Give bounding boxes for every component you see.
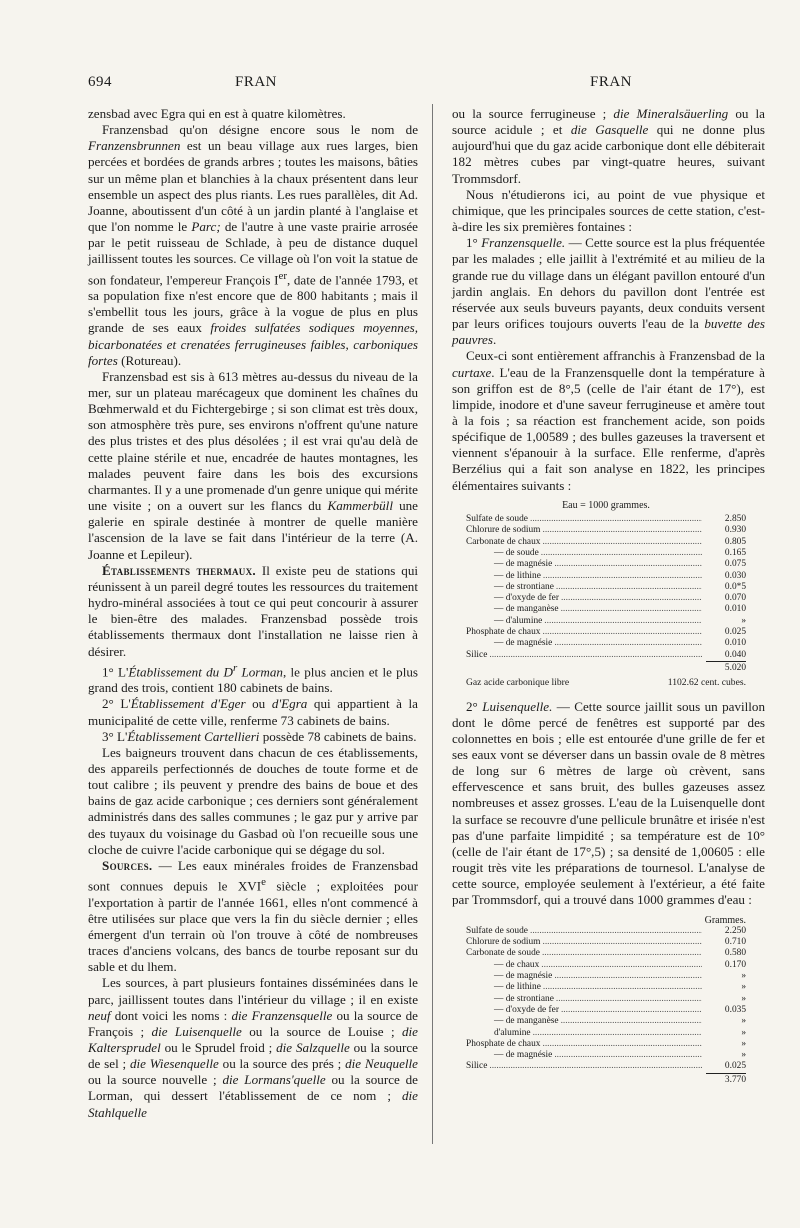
table-row bbox=[466, 1039, 746, 1050]
table-row bbox=[466, 994, 746, 1005]
table-row bbox=[466, 514, 746, 525]
substance-value: 0.010 bbox=[724, 604, 746, 615]
substance-name: — de lithine bbox=[494, 982, 541, 993]
running-head-right: FRAN bbox=[590, 74, 633, 90]
substance-value: » bbox=[741, 615, 746, 626]
leader-dots bbox=[542, 537, 702, 548]
substance-value: 0.035 bbox=[724, 1004, 746, 1015]
right-column bbox=[452, 106, 765, 1090]
analysis-table-franzensquelle bbox=[466, 500, 746, 689]
leader-dots bbox=[533, 1028, 702, 1039]
leader-dots bbox=[543, 571, 702, 582]
paragraph: Ceux-ci sont entièrement affranchis à Franzensbad de la curtaxe. L'eau de la Franzensquelle dont la température à son griffon est de 8°,5 (celle de l'air étant de 17°), est limpide, inodore et d'une saveur ferrugineuse et amère tout à la fois ; sa réaction est franchement acide, son poids spécifique de 1,00589 ; des bulles gazeuses la traversent et viennent s'épanouir à la surface. Elle renferme, d'après Berzélius qui a fait son analyse en 1822, les principes élémentaires suivants : bbox=[452, 348, 765, 493]
substance-name: — de strontiane bbox=[494, 993, 554, 1004]
substance-name: Chlorure de sodium bbox=[466, 525, 541, 536]
leader-dots bbox=[530, 514, 702, 525]
table-total: 5.020 bbox=[466, 661, 746, 674]
table-row bbox=[466, 1050, 746, 1061]
leader-dots bbox=[542, 937, 702, 948]
paragraph: 1° Franzensquelle. — Cette source est la plus fréquentée par les malades ; elle jaillit à l'extrémité et au milieu de la grande rue du village dans un élégant pavillon entouré d'un jardin anglais. En dehors du pavillon dont l'entrée est réservée aux seuls buveurs payants, deux conduits versent par leurs orifices toujours ouverts l'eau de la buvette des pauvres. bbox=[452, 235, 765, 348]
paragraph: 3° L'Établissement Cartellieri possède 78 cabinets de bains. bbox=[102, 728, 417, 744]
substance-name: d'alumine bbox=[494, 1027, 531, 1038]
table-row bbox=[466, 1028, 746, 1039]
leader-dots bbox=[561, 1005, 702, 1016]
substance-name: — de magnésie bbox=[494, 638, 553, 649]
substance-name: Carbonate de chaux bbox=[466, 536, 541, 547]
substance-value: 0.165 bbox=[724, 547, 746, 558]
substance-name: Sulfate de soude bbox=[466, 514, 528, 525]
leader-dots bbox=[530, 926, 702, 937]
substance-value: 0.805 bbox=[724, 536, 746, 547]
paragraph: Les baigneurs trouvent dans chacun de ces établissements, des appareils perfectionnés de douches de toute forme et de tout calibre ; ils peuvent y prendre des bains de boue et des bains de gaz acide carbonique ; ces derniers sont généralement administrés dans des salles communes ; le gaz pur y arrive par des tuyaux du voisinage du Gasbad où l'on recueille sous une cloche de cuivre l'acide carbonique qui se dégage du sol. bbox=[88, 744, 418, 857]
leader-dots bbox=[489, 650, 702, 661]
left-column bbox=[88, 106, 418, 1121]
table-row bbox=[466, 1061, 746, 1072]
paragraph: ou la source ferrugineuse ; die Mineralsäuerling ou la source acidule ; et die Gasquelle qui ne donne plus aujourd'hui que du gaz acide carbonique dont elle débiterait 182 mètres cubes par vingt-quatre heures, suivant Trommsdorf. bbox=[452, 106, 765, 186]
table-row bbox=[466, 548, 746, 559]
substance-value: » bbox=[741, 993, 746, 1004]
analysis-table-luisenquelle bbox=[466, 915, 746, 1086]
substance-name: — de soude bbox=[494, 547, 539, 558]
paragraph: 2° Luisenquelle. — Cette source jaillit sous un pavillon dont le dôme percé de fenêtres est supporté par des colonnettes en bois ; elle est entourée d'une grille de fer et ses eaux vont se déverser dans un bassin ovale de 8 mètres de long sur 6 mètres de large où crèvent, sans effervescence et sans bruit, des bulles gazeuses assez nombreuses et assez grosses. L'eau de la Luisenquelle dont la surface se recouvre d'une pellicule brunâtre et irisée n'est pas d'une parfaite limpidité ; sa température est de 10° (celle de l'air étant de 17°,5) ; sa densité de 1,00605 : elle rougit très vite les préparations de tournesol. L'analyse de cette source, employée seulement à l'extérieur, a été faite par Trommsdorf, qui a trouvé dans 1000 grammes d'eau : bbox=[452, 698, 765, 908]
table-row bbox=[466, 616, 746, 627]
paragraph: Nous n'étudierons ici, au point de vue physique et chimique, que les principales sources de cette station, c'est-à-dire les six premières fontaines : bbox=[452, 186, 765, 235]
substance-name: — d'oxyde de fer bbox=[494, 593, 559, 604]
leader-dots bbox=[542, 1039, 702, 1050]
substance-value: » bbox=[741, 982, 746, 993]
substance-value: 0.010 bbox=[724, 638, 746, 649]
leader-dots bbox=[542, 525, 702, 536]
substance-name: — de manganèse bbox=[494, 604, 559, 615]
table-row bbox=[466, 948, 746, 959]
paragraph: Établissements thermaux. Il existe peu de stations qui réunissent à un pareil degré toutes les ressources du traitement hydro-minéral associées à tout ce qui peut concourir à assurer le bien-être des malades. Franzensbad possède trois établissements thermaux dont l'installation ne laisse rien à désirer. bbox=[88, 562, 419, 659]
substance-value: 0.030 bbox=[724, 570, 746, 581]
table-row bbox=[466, 650, 746, 661]
leader-dots bbox=[541, 548, 702, 559]
substance-value: 2.250 bbox=[724, 925, 746, 936]
leader-dots bbox=[556, 582, 702, 593]
table-row bbox=[466, 638, 746, 649]
leader-dots bbox=[543, 982, 702, 993]
substance-value: 0.075 bbox=[724, 559, 746, 570]
running-head-left: FRAN bbox=[235, 74, 278, 90]
substance-value: 2.850 bbox=[724, 514, 746, 525]
paragraph: Franzensbad est sis à 613 mètres au-dessus du niveau de la mer, sur un plateau marécageux que dominent les chaînes du Bœhmerwald et du Fichtergebirge ; si son climat est très doux, son atmosphère très pure, ses environs n'offrent qu'une nature des plus tristes et des plus désolées ; il est vrai qu'au delà de cette plaine stérile et nue, encadrée de hautes montagnes, les malades peuvent faire dans les bois des excursions charmantes. Il y a une promenade d'un genre unique qui mérite une visite ; on a ouvert sur les flancs du Kammerbüll une galerie en spirale destinée à montrer de quelle manière l'ascension de la lave se fait dans l'intérieur de la terre (A. Joanne et Lepileur). bbox=[88, 368, 418, 562]
substance-name: Sulfate de soude bbox=[466, 925, 528, 936]
paragraph: Les sources, à part plusieurs fontaines disséminées dans le parc, jaillissent toutes dans l'intérieur du village ; il en existe neuf dont voici les noms : die Franzensquelle ou la source de François ; die Luisenquelle ou la source de Louise ; die Kaltersprudel ou le Sprudel froid ; die Salzquelle ou la source de sel ; die Wiesenquelle ou la source des prés ; die Neuquelle ou la source nouvelle ; die Lormans'quelle ou la source de Lorman, qui dessert l'établissement de ce nom ; die Stahlquelle bbox=[88, 975, 418, 1120]
leader-dots bbox=[561, 1016, 702, 1027]
paragraph: Sources. — Les eaux minérales froides de Franzensbad sont connues depuis le XVIe siècle ; exploitées pour l'exportation à partir de l'année 1661, elles n'ont commencé à être utilisées sur place que vers la fin du siècle dernier ; elles émergent d'un terrain où l'on trouve à côté de nombreuses traces d'anciens volcans, des bancs de tourbe reposant sur du sable et du lhem. bbox=[88, 857, 418, 975]
table-row bbox=[466, 525, 746, 536]
paragraph: Franzensbad qu'on désigne encore sous le nom de Franzensbrunnen est un beau village aux rues larges, bien percées et bordées de grands arbres ; toutes les maisons, bâties sur un même plan et blanchies à la chaux présentent dans leur ensemble un aspect des plus riants. Les rues parallèles, dit Ad. Joanne, aboutissent d'un côté à un jardin planté à l'anglaise et que l'on nomme le Parc; de l'autre à une vaste prairie arrosée par le petit ruisseau de Schlade, à peu de distance duquel jaillissent toutes les sources. Ce village où l'on voit la statue de son fondateur, l'empereur François Ier, date de l'année 1793, et sa population fixe n'est encore que de 800 habitants ; mais il s'embellit tous les jours, grâce à la vogue de plus en plus grande de ses eaux froides sulfatées sodiques moyennes, bicarbonatées et crenatées ferrugineuses faibles, carboniques fortes (Rotureau). bbox=[88, 122, 419, 368]
substance-name: — d'oxyde de fer bbox=[494, 1004, 559, 1015]
leader-dots bbox=[544, 616, 702, 627]
substance-value: » bbox=[741, 1050, 746, 1061]
table-row bbox=[466, 627, 746, 638]
substance-value: 0.170 bbox=[724, 959, 746, 970]
substance-value: 0.070 bbox=[724, 593, 746, 604]
table-caption: Eau = 1000 grammes. bbox=[562, 499, 650, 511]
table-row bbox=[466, 982, 746, 993]
substance-value: » bbox=[741, 971, 746, 982]
substance-name: Silice bbox=[466, 1061, 488, 1072]
substance-value: 0.0*5 bbox=[724, 581, 746, 592]
substance-name: — de strontiane bbox=[494, 581, 554, 592]
substance-value: 0.040 bbox=[724, 649, 746, 660]
table-row bbox=[466, 1005, 746, 1016]
table-unit: Grammes. bbox=[704, 914, 746, 926]
table-total: 3.770 bbox=[466, 1073, 746, 1086]
column-divider bbox=[432, 104, 433, 1144]
substance-name: Chlorure de sodium bbox=[466, 937, 541, 948]
substance-value: » bbox=[741, 1016, 746, 1027]
substance-value: 0.710 bbox=[724, 937, 746, 948]
leader-dots bbox=[541, 960, 702, 971]
substance-name: — d'alumine bbox=[494, 615, 543, 626]
substance-value: 0.580 bbox=[724, 948, 746, 959]
leader-dots bbox=[556, 994, 702, 1005]
substance-name: Phosphate de chaux bbox=[466, 1038, 541, 1049]
substance-name: — de magnésie bbox=[494, 1050, 553, 1061]
substance-value: 0.025 bbox=[724, 1061, 746, 1072]
table-row bbox=[466, 1016, 746, 1027]
table-row bbox=[466, 582, 746, 593]
substance-value: » bbox=[741, 1027, 746, 1038]
leader-dots bbox=[489, 1061, 702, 1072]
table-row bbox=[466, 937, 746, 948]
substance-value: » bbox=[741, 1038, 746, 1049]
leader-dots bbox=[561, 593, 702, 604]
paragraph: 2° L'Établissement d'Eger ou d'Egra qui appartient à la municipalité de cette ville, renferme 73 cabinets de bains. bbox=[88, 696, 418, 728]
table-row bbox=[466, 593, 746, 604]
substance-name: — de magnésie bbox=[494, 971, 553, 982]
substance-name: Carbonate de soude bbox=[466, 948, 540, 959]
page-number: 694 bbox=[88, 74, 112, 90]
substance-name: — de magnésie bbox=[494, 559, 553, 570]
paragraph: zensbad avec Egra qui en est à quatre kilomètres. bbox=[88, 106, 346, 121]
leader-dots bbox=[561, 604, 702, 615]
table-row bbox=[466, 960, 746, 971]
substance-name: — de lithine bbox=[494, 570, 541, 581]
substance-name: Phosphate de chaux bbox=[466, 627, 541, 638]
leader-dots bbox=[554, 638, 702, 649]
table-row bbox=[466, 926, 746, 937]
leader-dots bbox=[554, 1050, 702, 1061]
leader-dots bbox=[542, 948, 702, 959]
leader-dots bbox=[554, 559, 702, 570]
substance-name: — de manganèse bbox=[494, 1016, 559, 1027]
substance-value: 0.930 bbox=[724, 525, 746, 536]
table-row bbox=[466, 604, 746, 615]
table-row bbox=[466, 971, 746, 982]
leader-dots bbox=[542, 627, 702, 638]
paragraph: 1° L'Établissement du $D^r$ Lorman, le plus ancien et le plus grand des trois, contient 180 cabinets de bains. bbox=[88, 661, 418, 696]
substance-name: — de chaux bbox=[494, 959, 540, 970]
gas-row: Gaz acide carbonique libre 1102.62 cent. cubes. bbox=[466, 677, 746, 689]
substance-value: 0.025 bbox=[724, 627, 746, 638]
leader-dots bbox=[554, 971, 702, 982]
table-row bbox=[466, 537, 746, 548]
table-row bbox=[466, 559, 746, 570]
substance-name: Silice bbox=[466, 649, 488, 660]
table-row bbox=[466, 571, 746, 582]
